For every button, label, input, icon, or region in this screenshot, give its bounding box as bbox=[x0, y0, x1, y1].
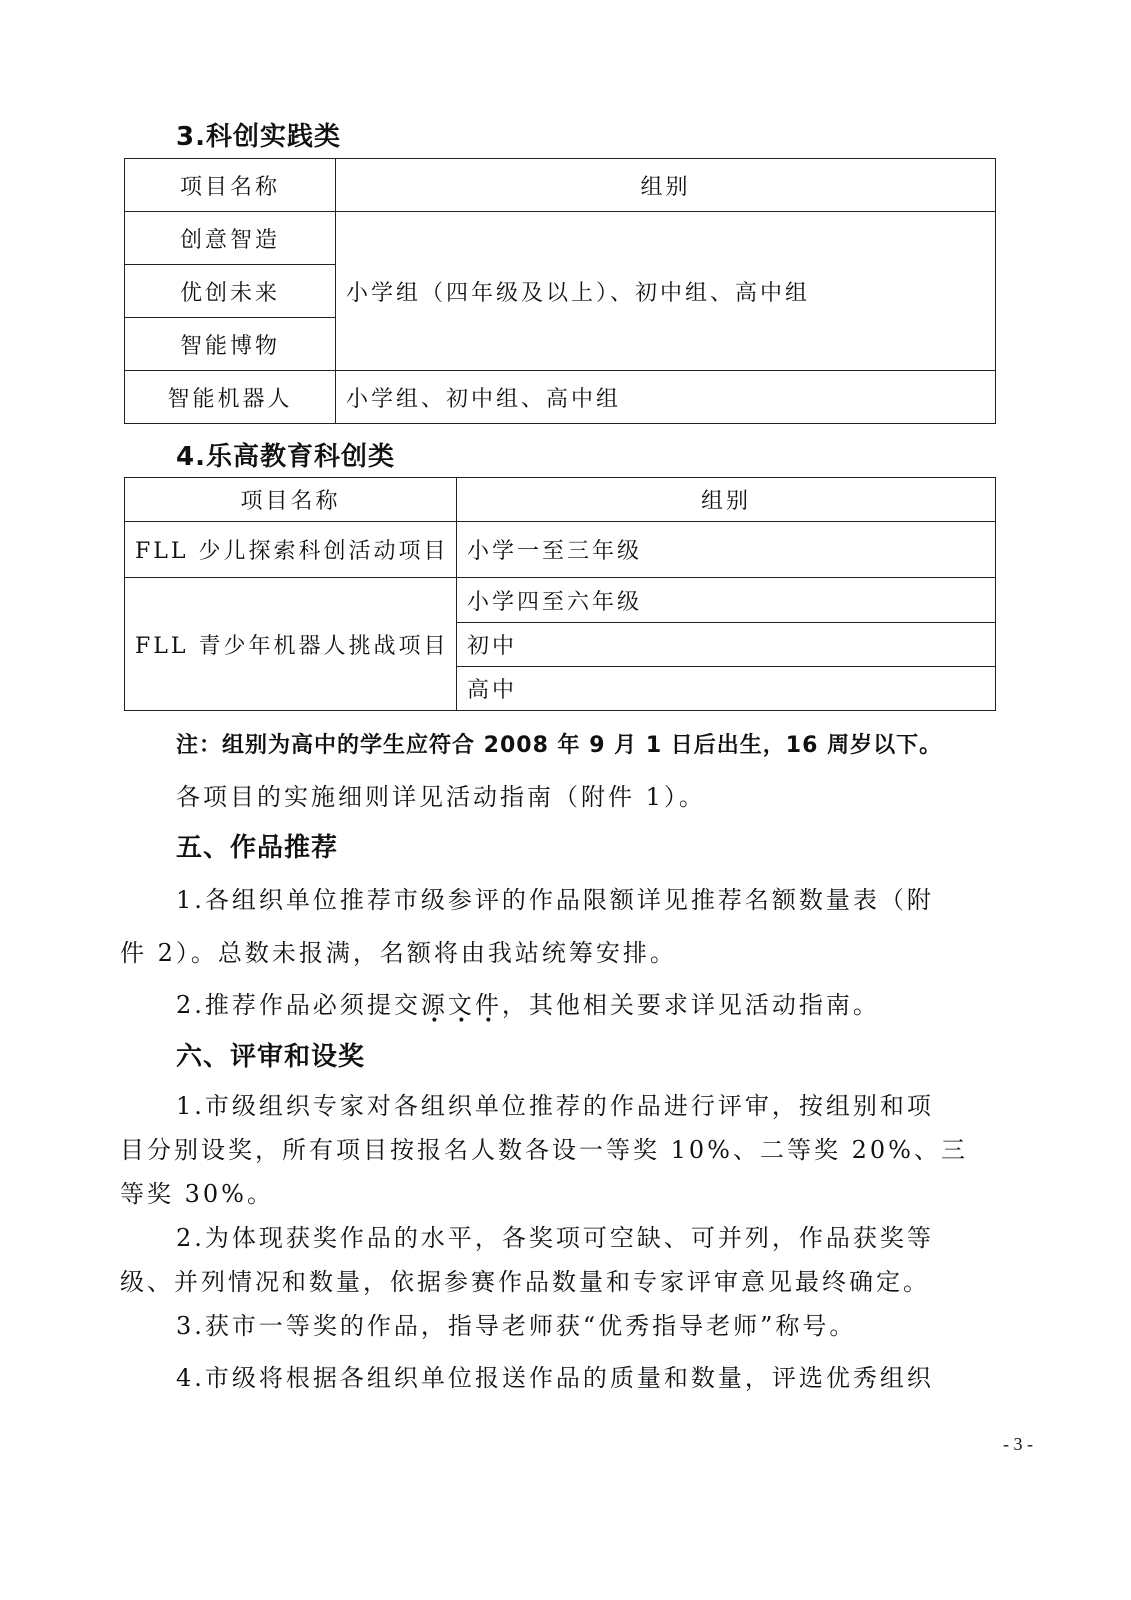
details-text: 各项目的实施细则详见活动指南（附件 1）。 bbox=[176, 783, 706, 811]
review-p1-line3: 等奖 30%。 bbox=[120, 1180, 274, 1208]
group-cell: 小学组（四年级及以上）、初中组、高中组 bbox=[336, 212, 996, 371]
note-text: 注：组别为高中的学生应符合 2008 年 9 月 1 日后出生，16 周岁以下。 bbox=[176, 733, 943, 758]
review-p4: 4.市级将根据各组织单位报送作品的质量和数量，评选优秀组织 bbox=[176, 1364, 934, 1392]
group-cell: 高中 bbox=[457, 667, 996, 711]
section4-heading: 4.乐高教育科创类 bbox=[176, 442, 395, 472]
recommend-item2 bbox=[176, 988, 880, 1022]
review-p3: 3.获市一等奖的作品，指导老师获“优秀指导老师”称号。 bbox=[176, 1312, 857, 1340]
emphasis-char: 件 bbox=[474, 991, 502, 1019]
recommend-item1-line2: 件 2）。总数未报满，名额将由我站统筹安排。 bbox=[120, 939, 677, 967]
review-heading: 六、评审和设奖 bbox=[176, 1042, 366, 1072]
recommend-item2-pre: 2.推荐作品必须提交 bbox=[176, 991, 421, 1019]
project-name: FLL 少儿探索科创活动项目 bbox=[125, 522, 457, 578]
recommend-item1-line1: 1.各组织单位推荐市级参评的作品限额详见推荐名额数量表（附 bbox=[176, 886, 934, 914]
emphasis-char: 源 bbox=[420, 991, 448, 1019]
recommend-item2-post: ，其他相关要求详见活动指南。 bbox=[501, 991, 880, 1019]
project-name: 智能机器人 bbox=[125, 371, 336, 424]
page-number: - 3 - bbox=[1003, 1434, 1033, 1454]
col-header-group: 组别 bbox=[457, 478, 996, 522]
emphasis-char: 文 bbox=[447, 991, 475, 1019]
section3-heading: 3.科创实践类 bbox=[176, 122, 341, 152]
review-p1-line2: 目分别设奖，所有项目按报名人数各设一等奖 10%、二等奖 20%、三 bbox=[120, 1136, 968, 1164]
group-cell: 小学组、初中组、高中组 bbox=[336, 371, 996, 424]
review-p2-line2: 级、并列情况和数量，依据参赛作品数量和专家评审意见最终确定。 bbox=[120, 1268, 930, 1296]
review-p1-line1: 1.市级组织专家对各组织单位推荐的作品进行评审，按组别和项 bbox=[176, 1092, 934, 1120]
project-name: 优创未来 bbox=[125, 265, 336, 318]
review-p2-line1: 2.为体现获奖作品的水平，各奖项可空缺、可并列，作品获奖等 bbox=[176, 1224, 934, 1252]
group-cell: 初中 bbox=[457, 623, 996, 667]
col-header-project: 项目名称 bbox=[125, 159, 336, 212]
col-header-project: 项目名称 bbox=[125, 478, 457, 522]
lego-education-table bbox=[124, 477, 996, 711]
project-name: 智能博物 bbox=[125, 318, 336, 371]
science-practice-table bbox=[124, 158, 996, 424]
group-cell: 小学四至六年级 bbox=[457, 578, 996, 623]
project-name: 创意智造 bbox=[125, 212, 336, 265]
project-name: FLL 青少年机器人挑战项目 bbox=[125, 578, 457, 711]
recommend-heading: 五、作品推荐 bbox=[176, 833, 339, 863]
col-header-group: 组别 bbox=[336, 159, 996, 212]
group-cell: 小学一至三年级 bbox=[457, 522, 996, 578]
